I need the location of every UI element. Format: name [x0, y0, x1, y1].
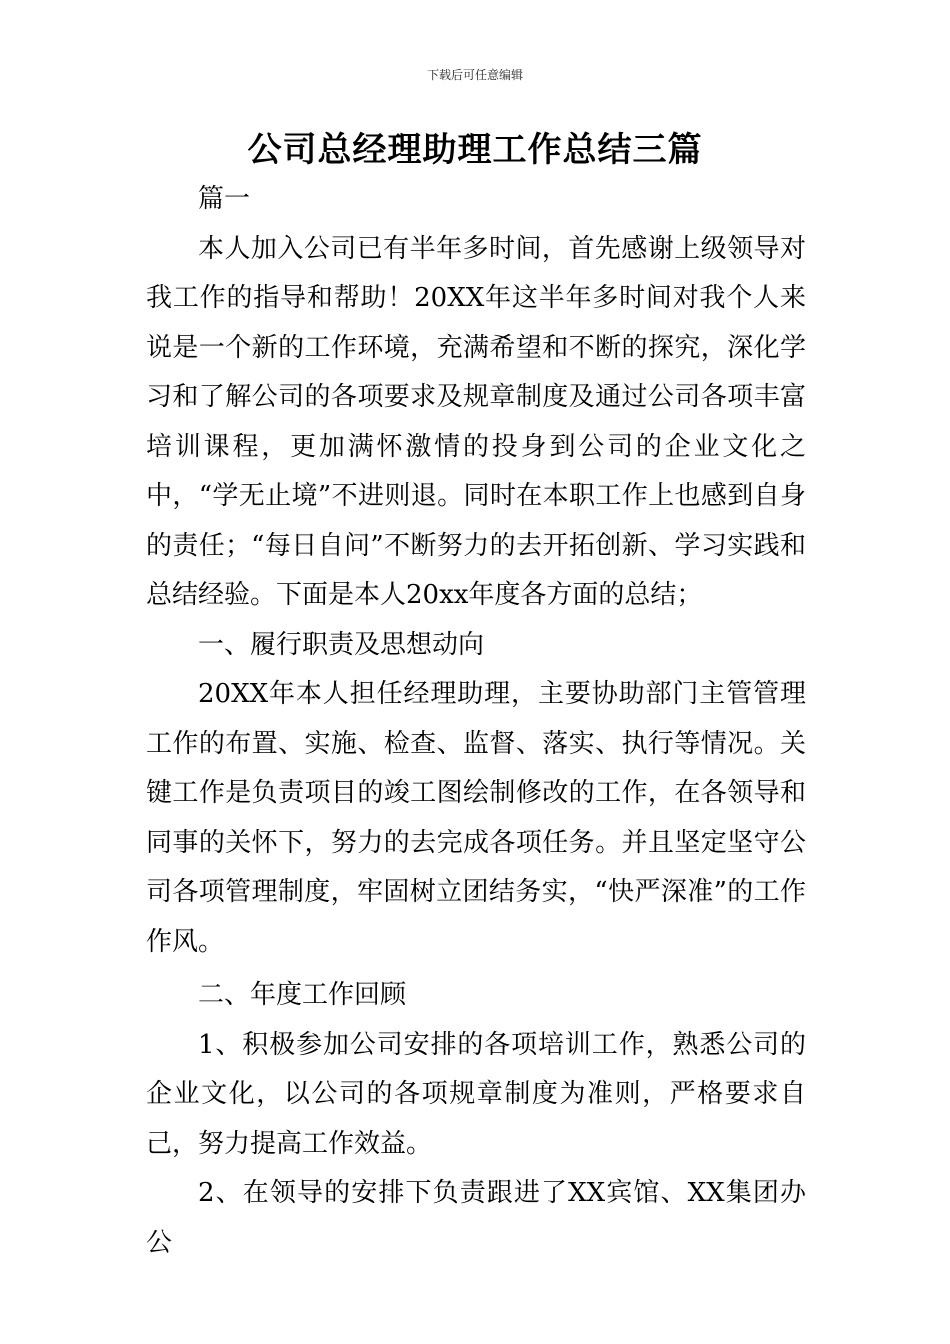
heading-duties-and-thoughts: 一、履行职责及思想动向	[198, 629, 485, 660]
document-body	[146, 175, 806, 1268]
duties-paragraph: 20XX年本人担任经理助理，主要协助部门主管管理工作的布置、实施、检查、监督、落实、执行等情况。关键工作是负责项目的竣工图绘制修改的工作，在各领导和同事的关怀下，努力的去完成各项任务。并且坚定坚守公司各项管理制度，牢固树立团结务实，“快严深准”的工作作风。	[146, 679, 806, 957]
section-label-part-one: 篇一	[198, 184, 251, 214]
document-title: 公司总经理助理工作总结三篇	[247, 130, 703, 170]
review-item-2: 2、在领导的安排下负责跟进了XX宾馆、XX集团办公	[146, 1178, 806, 1258]
heading-annual-review: 二、年度工作回顾	[198, 980, 407, 1010]
header-note: 下载后可任意编辑	[426, 68, 523, 82]
intro-paragraph: 本人加入公司已有半年多时间，首先感谢上级领导对我工作的指导和帮助！20XX年这半年多时间对我个人来说是一个新的工作环境，充满希望和不断的探究，深化学习和了解公司的各项要求及规章制度及通过公司各项丰富培训课程，更加满怀激情的投身到公司的企业文化之中，“学无止境”不进则退。同时在本职工作上也感到自身的责任；“每日自问”不断努力的去开拓创新、学习实践和总结经验。下面是本人20xx年度各方面的总结；	[146, 233, 806, 610]
review-item-1: 1、积极参加公司安排的各项培训工作，熟悉公司的企业文化，以公司的各项规章制度为准则，严格要求自己，努力提高工作效益。	[146, 1029, 806, 1159]
